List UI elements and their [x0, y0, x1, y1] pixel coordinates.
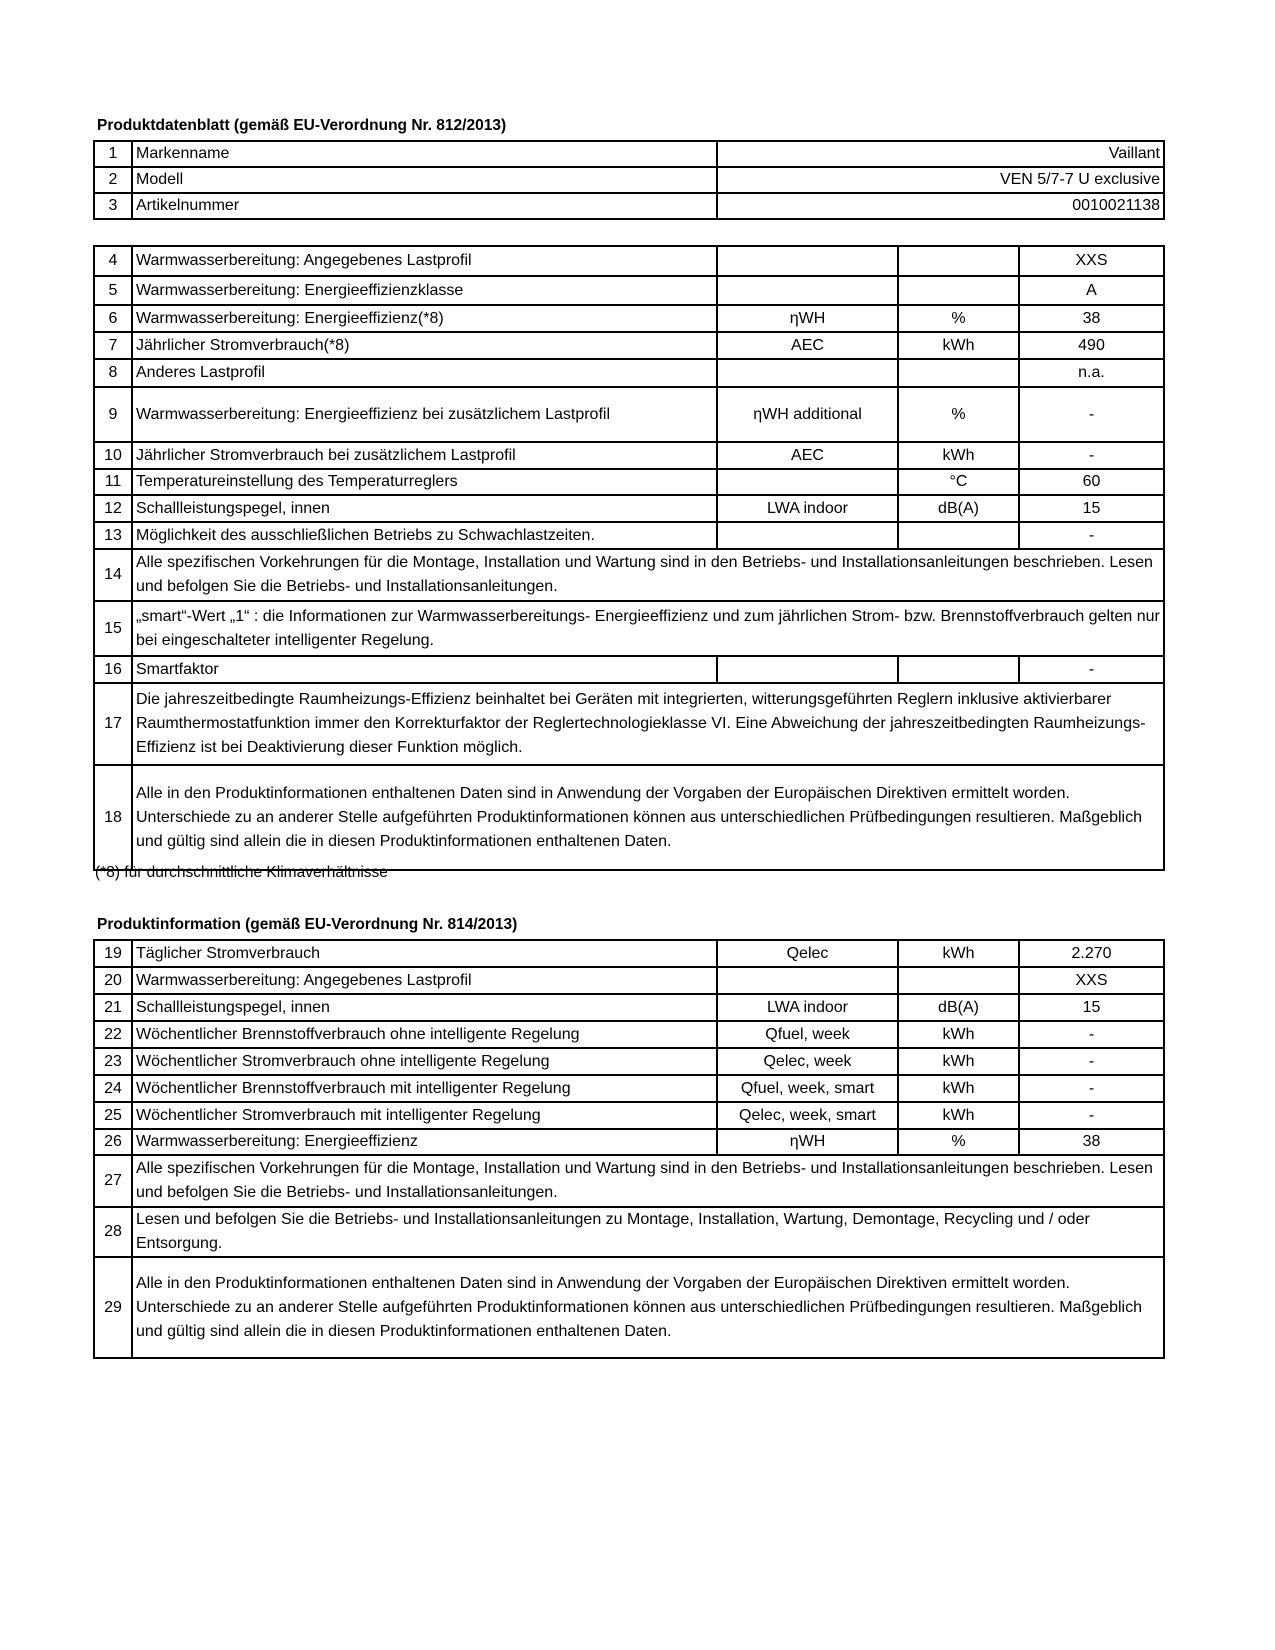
row-value: -	[1019, 387, 1164, 442]
row-number: 20	[94, 967, 132, 994]
row-symbol: Qelec	[717, 940, 898, 967]
row-value: -	[1019, 1021, 1164, 1048]
table-row	[94, 522, 1164, 549]
row-number: 21	[94, 994, 132, 1021]
row-number: 25	[94, 1102, 132, 1129]
row-value: A	[1019, 276, 1164, 305]
table-row	[94, 683, 1164, 765]
row-number: 11	[94, 469, 132, 495]
row-number: 2	[94, 167, 132, 193]
row-label: Smartfaktor	[132, 656, 717, 683]
row-number: 19	[94, 940, 132, 967]
row-unit: °C	[898, 469, 1019, 495]
row-text: Alle spezifischen Vorkehrungen für die Montage, Installation und Wartung sind in den Betriebs- und Installationsanleitungen beschrieben. Lesen und befolgen Sie die Betriebs- und Installationsanleitungen.	[132, 549, 1164, 601]
row-text: Alle spezifischen Vorkehrungen für die Montage, Installation und Wartung sind in den Betriebs- und Installationsanleitungen beschrieben. Lesen und befolgen Sie die Betriebs- und Installationsanleitungen.	[132, 1155, 1164, 1207]
row-value: XXS	[1019, 246, 1164, 276]
row-symbol: Qfuel, week	[717, 1021, 898, 1048]
row-text: „smart“-Wert „1“ : die Informationen zur Warmwasserbereitungs- Energieeffizienz und zum jährlichen Strom- bzw. Brennstoffverbrauch gelten nur bei eingeschalteter intelligenter Regelung.	[132, 601, 1164, 656]
row-unit	[898, 246, 1019, 276]
row-value: -	[1019, 1075, 1164, 1102]
row-unit: %	[898, 305, 1019, 332]
table-row	[94, 967, 1164, 994]
row-label: Jährlicher Stromverbrauch(*8)	[132, 332, 717, 359]
row-symbol: ηWH	[717, 1129, 898, 1155]
table-row	[94, 495, 1164, 522]
row-symbol	[717, 359, 898, 387]
table-row	[94, 246, 1164, 276]
row-symbol: LWA indoor	[717, 495, 898, 522]
table-row	[94, 940, 1164, 967]
row-text: Alle in den Produktinformationen enthaltenen Daten sind in Anwendung der Vorgaben der Europäischen Direktiven ermittelt worden. Unterschiede zu an anderer Stelle aufgeführten Produktinformationen können aus unterschiedlichen Prüfbedingungen resultieren. Maßgeblich und gültig sind allein die in diesen Produktinformationen enthaltenen Daten.	[132, 765, 1164, 870]
row-unit	[898, 967, 1019, 994]
row-symbol: AEC	[717, 442, 898, 469]
table-row	[94, 1048, 1164, 1075]
row-unit	[898, 522, 1019, 549]
row-unit: %	[898, 387, 1019, 442]
row-value: n.a.	[1019, 359, 1164, 387]
row-text: Lesen und befolgen Sie die Betriebs- und Installationsanleitungen zu Montage, Installation, Wartung, Demontage, Recycling und / oder Entsorgung.	[132, 1207, 1164, 1257]
brand-model-table	[93, 140, 1165, 220]
row-symbol: Qfuel, week, smart	[717, 1075, 898, 1102]
row-label: Wöchentlicher Brennstoffverbrauch ohne intelligente Regelung	[132, 1021, 717, 1048]
row-symbol: ηWH additional	[717, 387, 898, 442]
row-number: 15	[94, 601, 132, 656]
row-value: -	[1019, 1048, 1164, 1075]
table-row	[94, 1207, 1164, 1257]
row-value: -	[1019, 1102, 1164, 1129]
row-label: Warmwasserbereitung: Angegebenes Lastprofil	[132, 967, 717, 994]
row-number: 18	[94, 765, 132, 870]
row-number: 10	[94, 442, 132, 469]
row-symbol	[717, 246, 898, 276]
row-number: 4	[94, 246, 132, 276]
table-row	[94, 469, 1164, 495]
row-number: 14	[94, 549, 132, 601]
row-symbol	[717, 656, 898, 683]
table-row	[94, 1129, 1164, 1155]
row-symbol: LWA indoor	[717, 994, 898, 1021]
row-number: 27	[94, 1155, 132, 1207]
row-label: Wöchentlicher Stromverbrauch ohne intelligente Regelung	[132, 1048, 717, 1075]
row-unit	[898, 656, 1019, 683]
row-symbol: AEC	[717, 332, 898, 359]
row-label: Möglichkeit des ausschließlichen Betriebs zu Schwachlastzeiten.	[132, 522, 717, 549]
row-symbol	[717, 276, 898, 305]
row-label: Temperatureinstellung des Temperaturreglers	[132, 469, 717, 495]
row-label: Täglicher Stromverbrauch	[132, 940, 717, 967]
table-row	[94, 332, 1164, 359]
row-unit: kWh	[898, 940, 1019, 967]
table-row	[94, 305, 1164, 332]
row-symbol	[717, 522, 898, 549]
row-number: 24	[94, 1075, 132, 1102]
table-row	[94, 549, 1164, 601]
row-number: 16	[94, 656, 132, 683]
table-row	[94, 765, 1164, 870]
row-number: 9	[94, 387, 132, 442]
model-value: VEN 5/7-7 U exclusive	[717, 167, 1164, 193]
row-symbol: Qelec, week, smart	[717, 1102, 898, 1129]
row-value: 38	[1019, 305, 1164, 332]
row-label: Warmwasserbereitung: Energieeffizienz(*8)	[132, 305, 717, 332]
row-number: 29	[94, 1257, 132, 1358]
row-number: 8	[94, 359, 132, 387]
table-row	[94, 167, 1164, 193]
row-symbol	[717, 469, 898, 495]
table-row	[94, 1021, 1164, 1048]
table-row	[94, 193, 1164, 219]
row-value: -	[1019, 522, 1164, 549]
row-label: Modell	[132, 167, 717, 193]
row-number: 28	[94, 1207, 132, 1257]
row-unit: kWh	[898, 1021, 1019, 1048]
row-label: Warmwasserbereitung: Energieeffizienzklasse	[132, 276, 717, 305]
row-number: 3	[94, 193, 132, 219]
row-unit: kWh	[898, 1075, 1019, 1102]
row-label: Artikelnummer	[132, 193, 717, 219]
row-value: 15	[1019, 994, 1164, 1021]
row-value: 60	[1019, 469, 1164, 495]
row-text: Die jahreszeitbedingte Raumheizungs-Effizienz beinhaltet bei Geräten mit integrierten, witterungsgeführten Reglern inklusive aktivierbarer Raumthermostatfunktion immer den Korrekturfaktor der Reglertechnologieklasse VI. Eine Abweichung der jahreszeitbedingten Raumheizungs-Effizienz ist bei Deaktivierung dieser Funktion möglich.	[132, 683, 1164, 765]
row-label: Wöchentlicher Stromverbrauch mit intelligenter Regelung	[132, 1102, 717, 1129]
row-unit: kWh	[898, 1102, 1019, 1129]
row-label: Markenname	[132, 141, 717, 167]
row-value: -	[1019, 656, 1164, 683]
row-unit: kWh	[898, 1048, 1019, 1075]
footnote-climate: (*8) für durchschnittliche Klimaverhältnisse	[95, 864, 388, 881]
row-label: Wöchentlicher Brennstoffverbrauch mit intelligenter Regelung	[132, 1075, 717, 1102]
table-row	[94, 601, 1164, 656]
row-number: 13	[94, 522, 132, 549]
table-row	[94, 1102, 1164, 1129]
table-row	[94, 141, 1164, 167]
section-title-814: Produktinformation (gemäß EU-Verordnung Nr. 814/2013)	[97, 916, 518, 933]
row-label: Schallleistungspegel, innen	[132, 994, 717, 1021]
brand-value: Vaillant	[717, 141, 1164, 167]
row-number: 1	[94, 141, 132, 167]
row-text: Alle in den Produktinformationen enthaltenen Daten sind in Anwendung der Vorgaben der Europäischen Direktiven ermittelt worden. Unterschiede zu an anderer Stelle aufgeführten Produktinformationen können aus unterschiedlichen Prüfbedingungen resultieren. Maßgeblich und gültig sind allein die in diesen Produktinformationen enthaltenen Daten.	[132, 1257, 1164, 1358]
row-number: 17	[94, 683, 132, 765]
row-symbol: Qelec, week	[717, 1048, 898, 1075]
row-value: 2.270	[1019, 940, 1164, 967]
row-number: 6	[94, 305, 132, 332]
table-row	[94, 387, 1164, 442]
row-unit: dB(A)	[898, 495, 1019, 522]
row-symbol	[717, 967, 898, 994]
table-row	[94, 276, 1164, 305]
row-number: 23	[94, 1048, 132, 1075]
row-label: Warmwasserbereitung: Energieeffizienz bei zusätzlichem Lastprofil	[132, 387, 717, 442]
row-unit	[898, 359, 1019, 387]
row-value: 15	[1019, 495, 1164, 522]
table-row	[94, 656, 1164, 683]
row-label: Warmwasserbereitung: Energieeffizienz	[132, 1129, 717, 1155]
row-unit: kWh	[898, 332, 1019, 359]
row-number: 5	[94, 276, 132, 305]
row-symbol: ηWH	[717, 305, 898, 332]
row-value: -	[1019, 442, 1164, 469]
row-label: Jährlicher Stromverbrauch bei zusätzlichem Lastprofil	[132, 442, 717, 469]
article-number-value: 0010021138	[717, 193, 1164, 219]
row-number: 7	[94, 332, 132, 359]
table-row	[94, 1257, 1164, 1358]
table-row	[94, 1075, 1164, 1102]
row-unit: kWh	[898, 442, 1019, 469]
row-label: Warmwasserbereitung: Angegebenes Lastprofil	[132, 246, 717, 276]
table-row	[94, 1155, 1164, 1207]
product-information-table	[93, 939, 1165, 1359]
table-row	[94, 442, 1164, 469]
row-value: 490	[1019, 332, 1164, 359]
table-row	[94, 359, 1164, 387]
row-label: Anderes Lastprofil	[132, 359, 717, 387]
row-value: XXS	[1019, 967, 1164, 994]
row-number: 22	[94, 1021, 132, 1048]
row-value: 38	[1019, 1129, 1164, 1155]
section-title-812: Produktdatenblatt (gemäß EU-Verordnung Nr. 812/2013)	[97, 117, 507, 134]
row-unit: dB(A)	[898, 994, 1019, 1021]
row-number: 12	[94, 495, 132, 522]
row-number: 26	[94, 1129, 132, 1155]
product-data-table	[93, 245, 1165, 871]
row-unit	[898, 276, 1019, 305]
row-label: Schallleistungspegel, innen	[132, 495, 717, 522]
table-row	[94, 994, 1164, 1021]
row-unit: %	[898, 1129, 1019, 1155]
